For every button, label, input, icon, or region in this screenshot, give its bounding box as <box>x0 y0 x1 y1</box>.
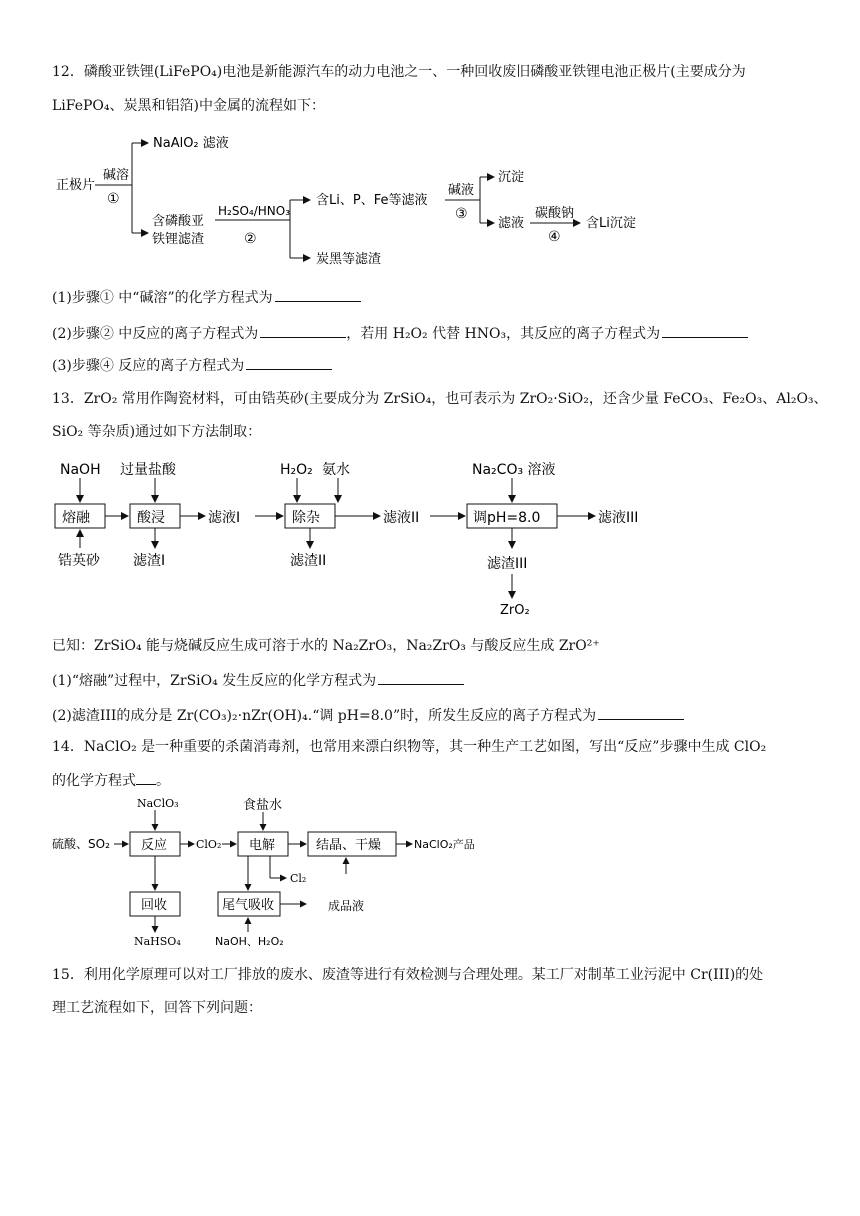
q14-blank[interactable] <box>136 770 156 785</box>
q13-stem-line1: 13．ZrO₂ 常用作陶瓷材料，可由锆英砂(主要成分为 ZrSiO₄，也可表示为 ZrO₂·SiO₂，还含少量 FeCO₃、Fe₂O₃、Al₂O₃、 <box>52 391 828 407</box>
q13-part1 <box>52 670 464 691</box>
q13-zro2-label: ZrO₂ <box>500 603 530 618</box>
q12-part2-text-b: ，若用 H₂O₂ 代替 HNO₃，其反应的离子方程式为 <box>346 326 661 342</box>
q12-filtrate2-label: 含Li、P、Fe等滤液 <box>316 193 428 208</box>
q12-naalo2-label: NaAlO₂ 滤液 <box>153 136 229 151</box>
q13-filtrate2-label: 滤液II <box>383 510 420 526</box>
q13-zircon-label: 锆英砂 <box>58 553 100 569</box>
q14-brine-label: 食盐水 <box>243 798 283 813</box>
q13-hcl-label: 过量盐酸 <box>120 462 176 478</box>
q13-filtrate1-label: 滤液I <box>208 510 241 526</box>
q14-clo2-label: ClO₂ <box>196 838 222 851</box>
q12-step4-number: ④ <box>548 229 561 245</box>
q13-h2o2-label: H₂O₂ <box>280 462 313 478</box>
q13-flow-diagram <box>0 452 700 627</box>
q14-stem-line1: 14．NaClO₂ 是一种重要的杀菌消毒剂，也常用来漂白织物等，其一种生产工艺如图，写出“反应”步骤中生成 ClO₂ <box>52 739 767 755</box>
q15-stem-line2: 理工艺流程如下，回答下列问题： <box>52 1000 262 1016</box>
q12-filtrate3-label: 滤液 <box>498 216 525 231</box>
q12-part1 <box>52 287 361 308</box>
q13-leach-box: 酸浸 <box>137 510 165 526</box>
q13-naoh-label: NaOH <box>60 462 101 478</box>
q13-part1-text: (1)“熔融”过程中，ZrSiO₄ 发生反应的化学方程式为 <box>52 673 377 689</box>
q12-start-label: 正极片 <box>56 178 96 193</box>
q14-electro-box: 电解 <box>249 838 276 853</box>
q13-na2co3-label: Na₂CO₃ 溶液 <box>472 462 556 478</box>
q12-part3-text: (3)步骤④ 反应的离子方程式为 <box>52 358 245 374</box>
q14-product-label: NaClO₂产品 <box>414 838 475 851</box>
q12-part2 <box>52 323 748 344</box>
q14-stem-text: 的化学方程式 <box>52 773 136 789</box>
q12-part3 <box>52 355 332 376</box>
q13-part1-blank[interactable] <box>378 670 464 685</box>
q13-ammonia-label: 氨水 <box>322 462 350 478</box>
q14-feed-label: 硫酸、SO₂ <box>52 837 110 851</box>
q13-part2-text: (2)滤渣III的成分是 Zr(CO₃)₂·nZr(OH)₄.“调 pH=8.0”时，所发生反应的离子方程式为 <box>52 708 597 724</box>
q12-flow-diagram <box>0 125 700 275</box>
q12-step1-number: ① <box>107 191 120 207</box>
q12-product-label: 含Li沉淀 <box>586 216 636 231</box>
q14-crystal-box: 结晶、干燥 <box>316 838 382 853</box>
q14-cl2-label: Cl₂ <box>290 872 307 885</box>
q14-liquor-label: 成品液 <box>328 899 365 913</box>
q12-stem-line1: 12．磷酸亚铁锂(LiFePO₄)电池是新能源汽车的动力电池之一、一种回收废旧磷酸亚铁锂电池正极片(主要成分为 <box>52 64 746 80</box>
q14-react-box: 反应 <box>141 838 168 853</box>
q12-residue1-line2: 铁锂滤渣 <box>152 232 205 247</box>
q14-flow-diagram <box>0 796 560 954</box>
q12-step3-label: 碱液 <box>448 183 475 198</box>
q12-precip-label: 沉淀 <box>498 170 525 185</box>
q13-melt-box: 熔融 <box>62 510 90 526</box>
q12-carbon-label: 炭黑等滤渣 <box>316 252 382 267</box>
q12-step2-label: H₂SO₄/HNO₃ <box>218 204 291 218</box>
q14-naclo3-label: NaClO₃ <box>137 797 179 810</box>
q13-known: 已知：ZrSiO₄ 能与烧碱反应生成可溶于水的 Na₂ZrO₃，Na₂ZrO₃ 与酸反应生成 ZrO²⁺ <box>52 638 600 654</box>
q12-step2-number: ② <box>244 231 257 247</box>
q12-stem-line2: LiFePO₄、炭黑和铝箔)中金属的流程如下： <box>52 98 325 114</box>
q13-part2-blank[interactable] <box>598 705 684 720</box>
q12-part2-blank-a[interactable] <box>260 323 346 338</box>
q14-stem-end: 。 <box>156 773 170 789</box>
q15-stem-line1: 15．利用化学原理可以对工厂排放的废水、废渣等进行有效检测与合理处理。某工厂对制革工业污泥中 Cr(III)的处 <box>52 967 764 983</box>
q13-residue1-label: 滤渣I <box>133 553 166 569</box>
q12-part3-blank[interactable] <box>246 355 332 370</box>
q12-part1-blank[interactable] <box>275 287 361 302</box>
q13-filtrate3-label: 滤液III <box>598 510 639 526</box>
q14-stem-line2 <box>52 770 170 791</box>
q13-residue3-label: 滤渣III <box>487 556 528 572</box>
q12-residue1-line1: 含磷酸亚 <box>152 214 205 229</box>
q12-part1-text: (1)步骤① 中“碱溶”的化学方程式为 <box>52 290 273 306</box>
q14-reagents-label: NaOH、H₂O₂ <box>215 935 284 948</box>
q12-step1-label: 碱溶 <box>103 168 130 183</box>
q12-part2-text-a: (2)步骤② 中反应的离子方程式为 <box>52 326 259 342</box>
q12-step3-number: ③ <box>455 206 468 222</box>
q14-tailgas-box: 尾气吸收 <box>222 898 275 913</box>
q14-nahso4-label: NaHSO₄ <box>134 935 181 948</box>
q13-part2 <box>52 705 684 726</box>
q13-ph-box: 调pH=8.0 <box>473 510 541 526</box>
q13-residue2-label: 滤渣II <box>290 553 327 569</box>
q14-recover-box: 回收 <box>141 898 168 913</box>
q13-purify-box: 除杂 <box>292 510 320 526</box>
q12-step4-label: 碳酸钠 <box>535 206 575 221</box>
q12-part2-blank-b[interactable] <box>662 323 748 338</box>
q13-stem-line2: SiO₂ 等杂质)通过如下方法制取： <box>52 424 262 440</box>
